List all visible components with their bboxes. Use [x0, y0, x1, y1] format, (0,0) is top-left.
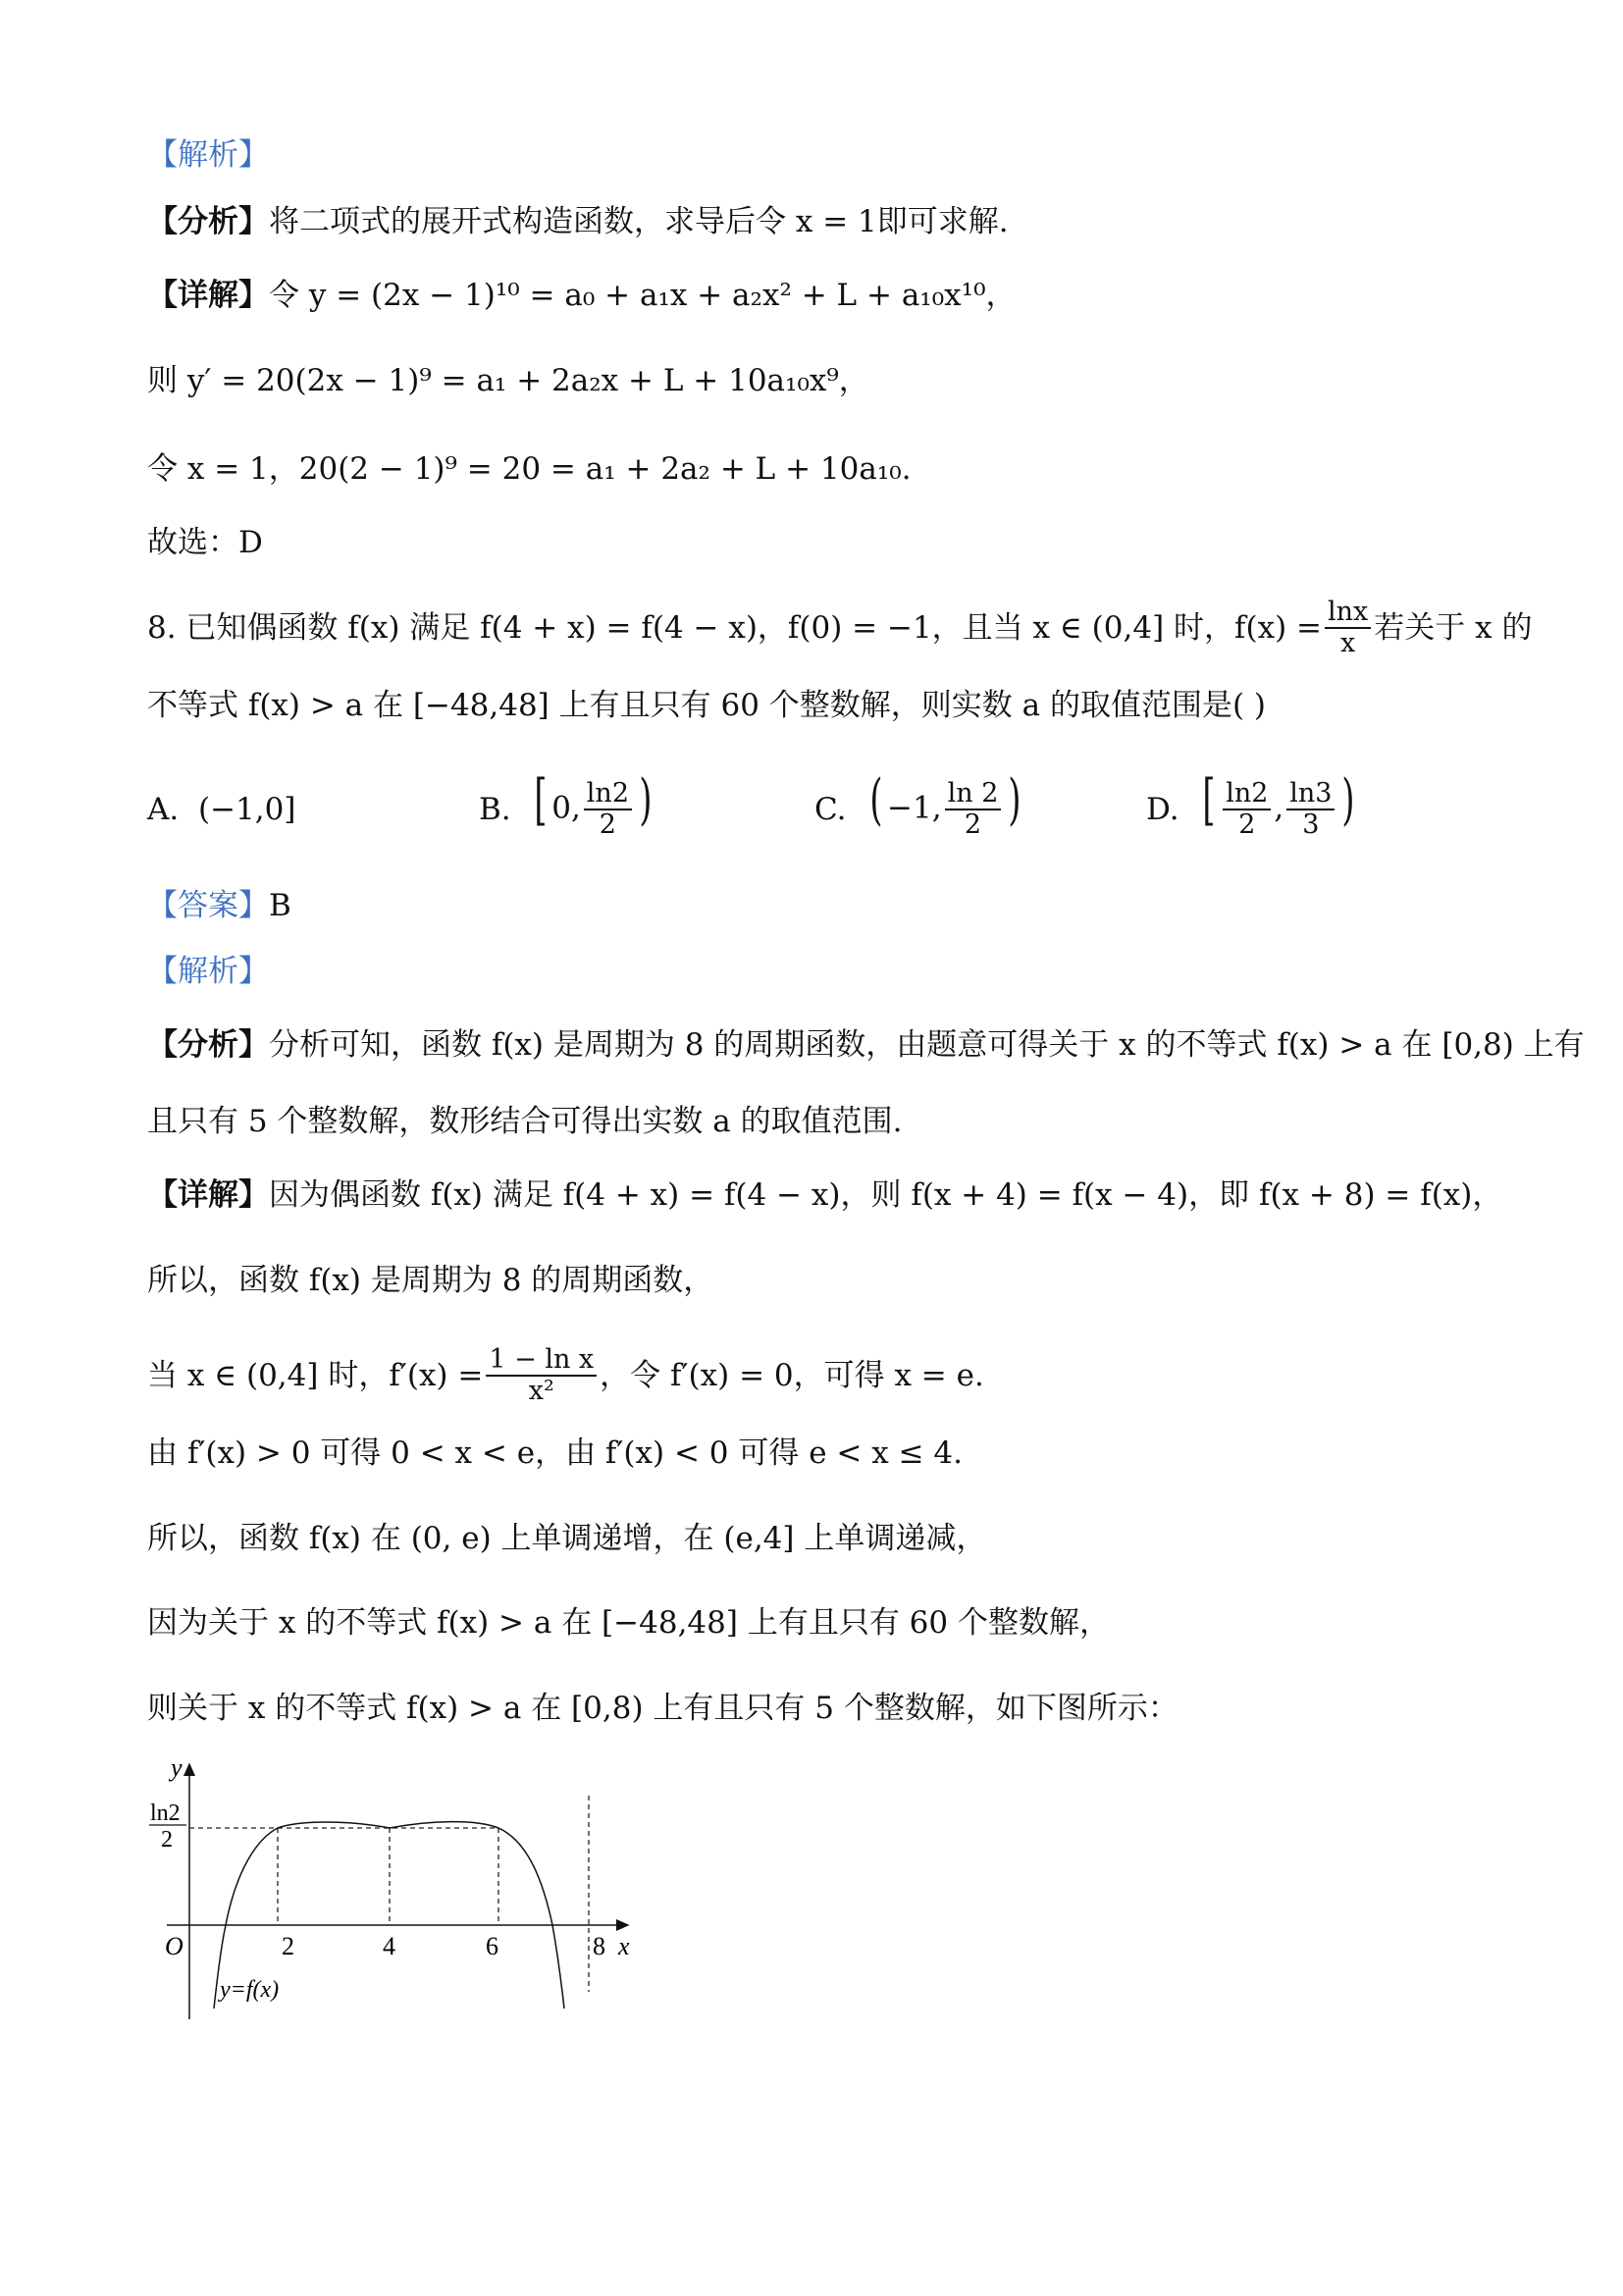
text-segment: 若关于 x 的 [1374, 610, 1533, 646]
bracket: [ [534, 767, 548, 832]
option-label: D. [1146, 792, 1179, 827]
text-segment: ，令 f′(x) = 0，可得 x = e. [600, 1358, 984, 1393]
bracket: ) [639, 767, 653, 832]
text-segment: 分析可知，函数 f(x) 是周期为 8 的周期函数，由题意可得关于 x 的不等式 f(x) > a 在 [0,8) 上有 [269, 1027, 1585, 1063]
fraction [1325, 598, 1371, 658]
q8-detail-1 [147, 1175, 1502, 1215]
option-label: A. [147, 792, 180, 827]
option-label: B. [479, 792, 511, 827]
fraction [584, 779, 632, 840]
fraction-numerator: ln2 [1223, 779, 1271, 810]
q8-analysis-1 [147, 1025, 1585, 1065]
option-a [147, 785, 295, 834]
text-segment: B [269, 888, 291, 923]
text-segment: 且只有 5 个整数解，数形结合可得出实数 a 的取值范围. [147, 1104, 903, 1139]
text-segment: 所以，函数 f(x) 是周期为 8 的周期函数， [147, 1263, 714, 1298]
q8-jiexi-heading: 【解析】 [147, 954, 269, 989]
text-segment: 由 f′(x) > 0 可得 0 < x < e，由 f′(x) < 0 可得 e < x ≤ 4. [147, 1435, 963, 1471]
text-segment: −1, [887, 790, 942, 826]
fraction-denominator: x [1340, 628, 1356, 658]
fraction-denominator: 3 [1302, 809, 1320, 840]
q8-detail-6 [147, 1603, 1110, 1643]
option-value [865, 767, 1025, 840]
q7-analysis [147, 202, 1009, 241]
fraction [1223, 779, 1271, 840]
section-tag: 【分析】 [147, 1027, 269, 1063]
x-tick-4: 4 [383, 1932, 395, 1960]
fraction-numerator: ln2 [584, 779, 632, 810]
fraction [1286, 779, 1335, 840]
section-tag: 【详解】 [147, 278, 269, 313]
text-segment: 因为偶函数 f(x) 满足 f(4 + x) = f(4 − x)，则 f(x + 4) = f(x − 4)，即 f(x + 8) = f(x)， [269, 1177, 1503, 1213]
bracket: ) [1341, 767, 1355, 832]
q8-detail-4 [147, 1434, 963, 1473]
option-value [530, 767, 656, 840]
text-segment: 故选：D [147, 525, 263, 560]
text-segment: 当 x ∈ (0,4] 时，f′(x) = [147, 1358, 484, 1393]
x-tick-2: 2 [282, 1932, 294, 1960]
bracket: [ [1202, 767, 1216, 832]
fraction-denominator: x² [528, 1376, 554, 1406]
fraction-numerator: 1 − ln x [486, 1345, 597, 1377]
text-segment: 因为关于 x 的不等式 f(x) > a 在 [−48,48] 上有且只有 60 个整数解， [147, 1605, 1110, 1641]
fraction [486, 1345, 597, 1406]
bracket: ) [1008, 767, 1021, 832]
option-d [1146, 767, 1359, 840]
q8-detail-2 [147, 1261, 713, 1300]
fraction-denominator: 2 [964, 809, 982, 840]
q7-jiexi-heading: 【解析】 [147, 137, 269, 173]
fraction [945, 779, 1002, 840]
y-tick-denominator: 2 [161, 1827, 173, 1852]
text-segment: 0, [551, 790, 581, 826]
text-segment: 令 y = (2x − 1)¹⁰ = a₀ + a₁x + a₂x² + L + a₁₀x¹⁰， [269, 278, 1017, 313]
fraction-numerator: ln 2 [945, 779, 1002, 810]
text-segment: 所以，函数 f(x) 在 (0, e) 上单调递增，在 (e,4] 上单调递减， [147, 1521, 987, 1556]
q8-detail-3 [147, 1345, 984, 1406]
q7-choice [147, 523, 263, 562]
option-value [1198, 767, 1359, 840]
q8-stem-1 [147, 598, 1532, 658]
function-graph [137, 1747, 667, 2041]
section-tag: 【详解】 [147, 1177, 269, 1213]
y-tick-numerator: ln2 [150, 1800, 181, 1826]
option-c [814, 767, 1025, 840]
text-segment: (−1,0] [197, 792, 296, 827]
x-tick-8: 8 [593, 1932, 605, 1960]
fraction-numerator: lnx [1325, 598, 1371, 629]
q7-detail-3 [147, 449, 912, 489]
x-tick-6: 6 [486, 1932, 498, 1960]
text-segment: 令 x = 1，20(2 − 1)⁹ = 20 = a₁ + 2a₂ + L + 10a₁₀. [147, 451, 912, 487]
bracket: ( [869, 767, 883, 832]
option-label: C. [814, 792, 847, 827]
option-value [198, 792, 295, 827]
text-segment: , [1274, 790, 1284, 826]
fraction-denominator: 2 [1238, 809, 1256, 840]
fraction-denominator: 2 [599, 809, 616, 840]
origin-label: O [165, 1932, 183, 1960]
q7-detail-1 [147, 276, 1017, 315]
q7-detail-2 [147, 361, 869, 400]
q8-detail-7 [147, 1689, 1178, 1728]
x-axis-label: x [618, 1932, 630, 1960]
curve-label: y=f(x) [220, 1977, 280, 2003]
q8-stem-2 [147, 686, 1266, 725]
q8-answer [147, 886, 291, 925]
section-tag: 【分析】 [147, 204, 269, 239]
text-segment: 8. 已知偶函数 f(x) 满足 f(4 + x) = f(4 − x)，f(0) = −1，且当 x ∈ (0,4] 时，f(x) = [147, 610, 1322, 646]
option-b [479, 767, 656, 840]
fraction-numerator: ln3 [1286, 779, 1335, 810]
text-segment: 将二项式的展开式构造函数，求导后令 x = 1即可求解. [269, 204, 1009, 239]
text-segment: 则关于 x 的不等式 f(x) > a 在 [0,8) 上有且只有 5 个整数解，如下图所示： [147, 1691, 1178, 1726]
section-tag: 【答案】 [147, 888, 269, 923]
y-axis-label: y [171, 1753, 183, 1782]
text-segment: 则 y′ = 20(2x − 1)⁹ = a₁ + 2a₂x + L + 10a₁₀x⁹， [147, 363, 869, 398]
text-segment: 不等式 f(x) > a 在 [−48,48] 上有且只有 60 个整数解，则实数 a 的取值范围是( ) [147, 688, 1267, 723]
q8-detail-5 [147, 1519, 986, 1558]
q8-analysis-2 [147, 1102, 902, 1141]
